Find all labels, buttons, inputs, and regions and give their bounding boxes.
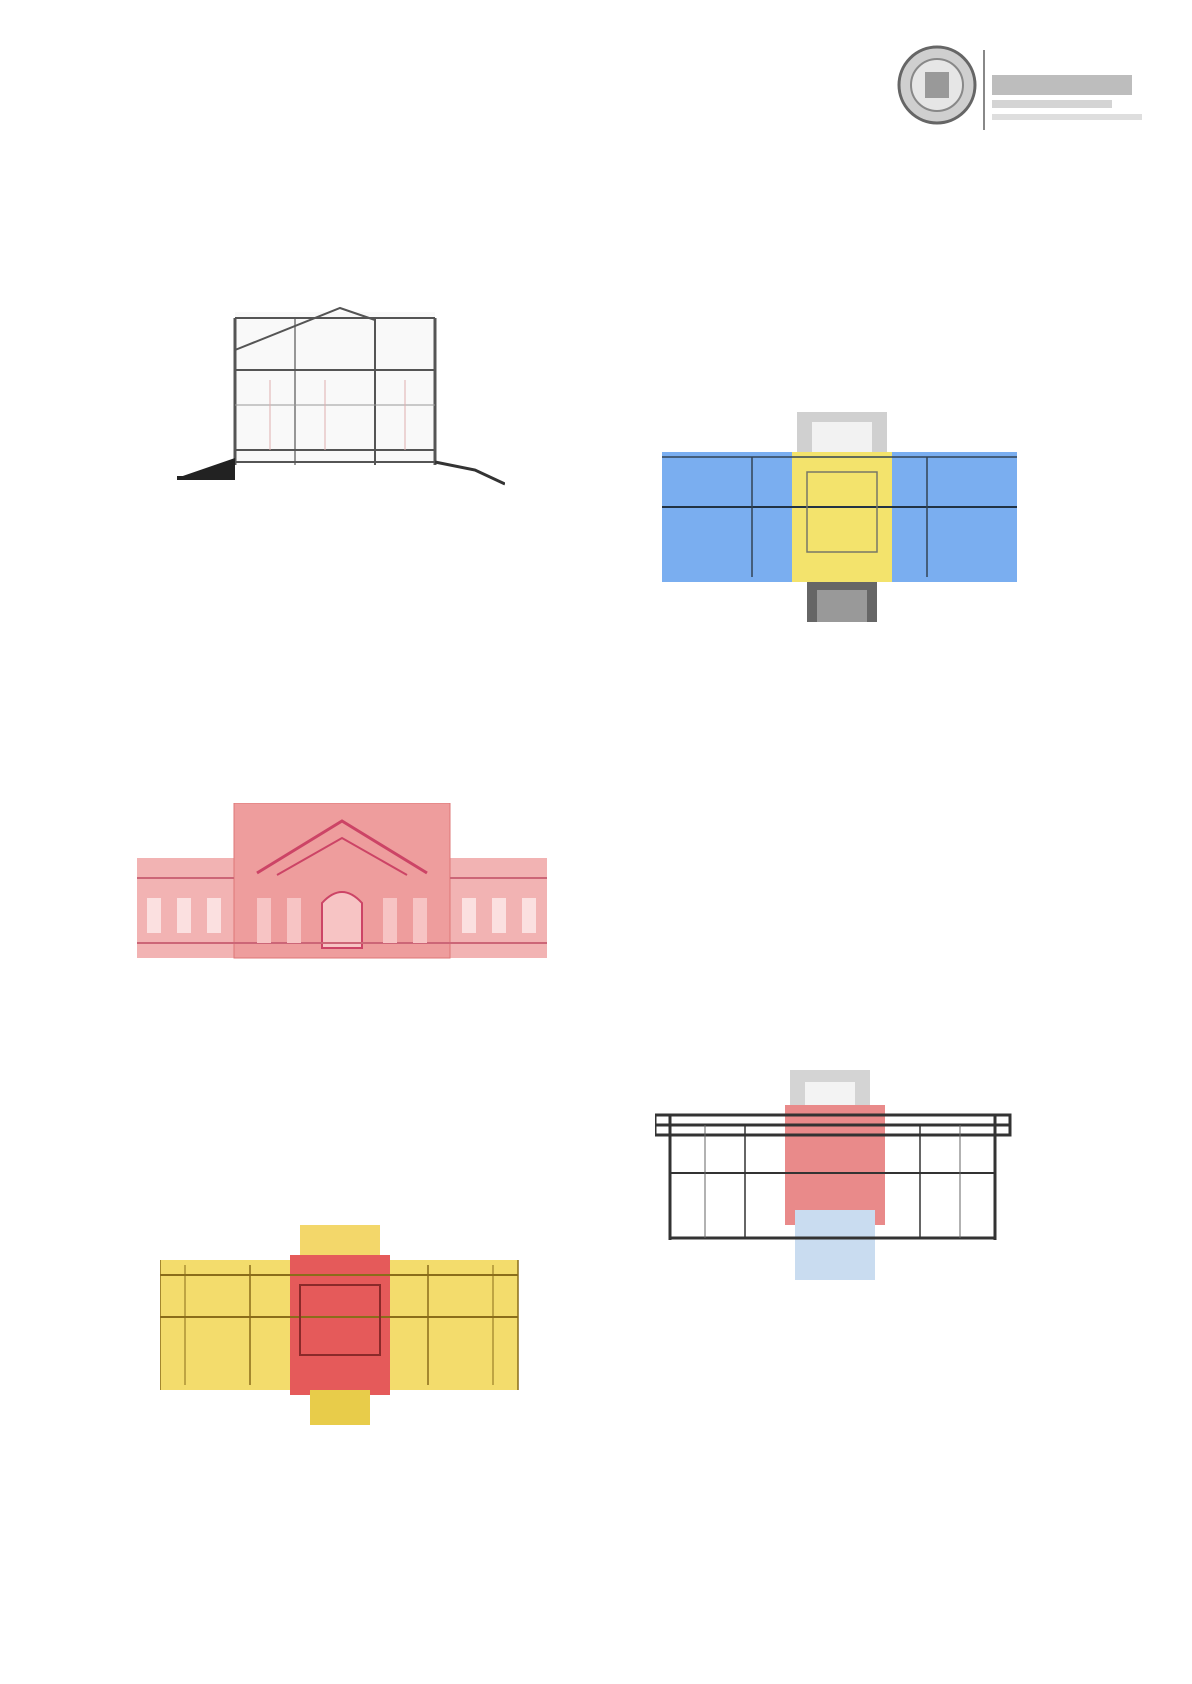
university-logo bbox=[892, 30, 1152, 140]
left-paragraph-3 bbox=[146, 1030, 564, 1052]
right-paragraph-2 bbox=[637, 740, 1055, 762]
figure-facade bbox=[137, 803, 547, 963]
figure-plan-yellow bbox=[160, 1225, 520, 1425]
right-column bbox=[637, 188, 1055, 210]
left-paragraph-1 bbox=[146, 163, 564, 185]
left-paragraph-2 bbox=[146, 545, 564, 567]
right-column-2 bbox=[637, 740, 1055, 762]
left-column bbox=[146, 163, 564, 185]
figure-section-drawing bbox=[175, 300, 505, 500]
left-column-3 bbox=[146, 1030, 564, 1052]
seal-icon bbox=[892, 30, 1152, 140]
left-column-2 bbox=[146, 545, 564, 567]
right-paragraph-1 bbox=[637, 188, 1055, 210]
figure-plan-blue bbox=[662, 412, 1022, 622]
figure-plan-pink bbox=[655, 1070, 1015, 1280]
